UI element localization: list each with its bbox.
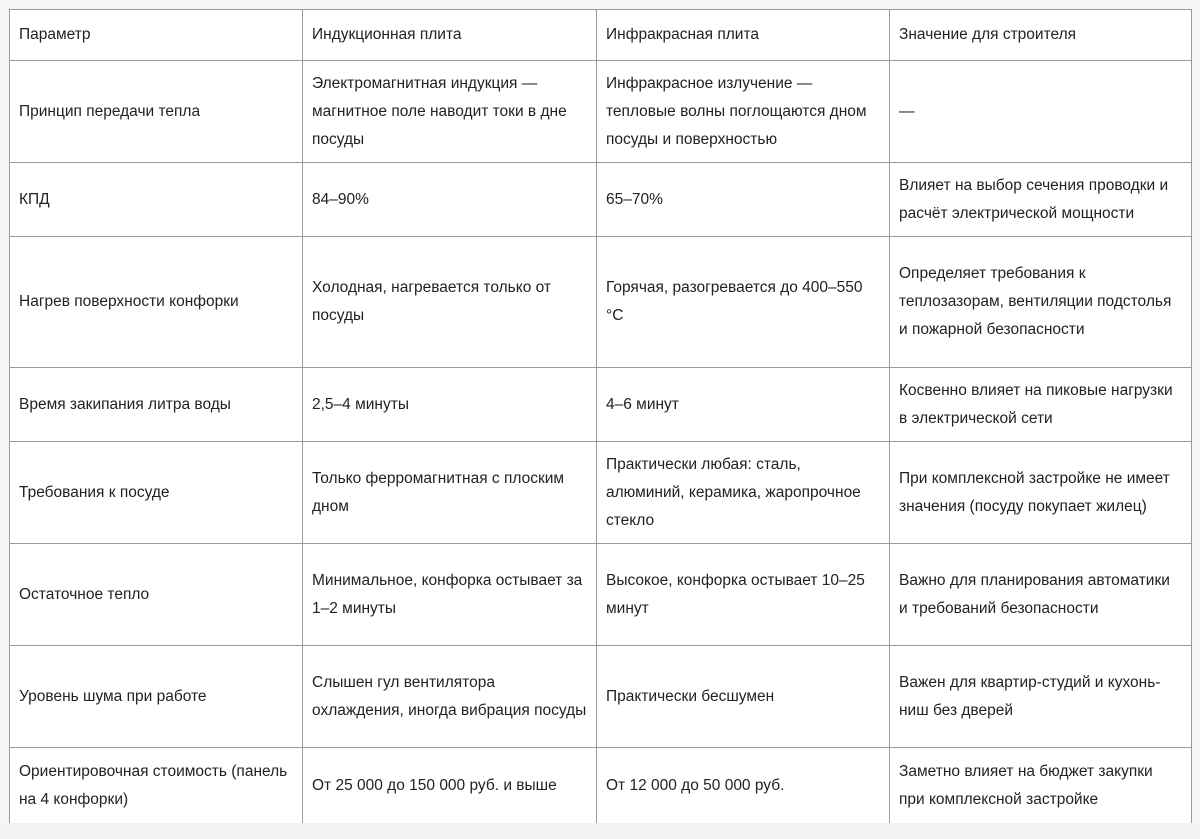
table-row — [10, 442, 1192, 544]
cell-parameter: Принцип передачи тепла — [10, 61, 303, 163]
comparison-table — [9, 9, 1192, 824]
cell-infrared: От 12 000 до 50 000 руб. — [597, 748, 890, 824]
header-parameter: Параметр — [10, 10, 303, 61]
table-row — [10, 748, 1192, 824]
cell-builder-relevance: Важен для квартир-студий и кухонь-ниш без дверей — [890, 646, 1192, 748]
cell-parameter: Требования к посуде — [10, 442, 303, 544]
table-header-row — [10, 10, 1192, 61]
cell-builder-relevance: Влияет на выбор сечения проводки и расчёт электрической мощности — [890, 163, 1192, 237]
table-row — [10, 544, 1192, 646]
cell-induction: Только ферромагнитная с плоским дном — [303, 442, 597, 544]
cell-infrared: Практически любая: сталь, алюминий, керамика, жаропрочное стекло — [597, 442, 890, 544]
cell-infrared: Практически бесшумен — [597, 646, 890, 748]
header-induction: Индукционная плита — [303, 10, 597, 61]
cell-infrared: 4–6 минут — [597, 368, 890, 442]
cell-induction: 2,5–4 минуты — [303, 368, 597, 442]
cell-infrared: Горячая, разогревается до 400–550 °C — [597, 237, 890, 368]
cell-builder-relevance: Косвенно влияет на пиковые нагрузки в электрической сети — [890, 368, 1192, 442]
cell-builder-relevance: Определяет требования к теплозазорам, вентиляции подстолья и пожарной безопасности — [890, 237, 1192, 368]
page-bottom-strip — [0, 823, 1200, 839]
table-row — [10, 237, 1192, 368]
cell-builder-relevance: При комплексной застройке не имеет значения (посуду покупает жилец) — [890, 442, 1192, 544]
cell-parameter: КПД — [10, 163, 303, 237]
cell-parameter: Остаточное тепло — [10, 544, 303, 646]
table-row — [10, 163, 1192, 237]
header-infrared: Инфракрасная плита — [597, 10, 890, 61]
cell-induction: Электромагнитная индукция — магнитное поле наводит токи в дне посуды — [303, 61, 597, 163]
header-builder-relevance: Значение для строителя — [890, 10, 1192, 61]
cell-infrared: Инфракрасное излучение — тепловые волны поглощаются дном посуды и поверхностью — [597, 61, 890, 163]
cell-induction: От 25 000 до 150 000 руб. и выше — [303, 748, 597, 824]
comparison-table-container — [9, 9, 1191, 824]
cell-infrared: 65–70% — [597, 163, 890, 237]
cell-infrared: Высокое, конфорка остывает 10–25 минут — [597, 544, 890, 646]
cell-induction: 84–90% — [303, 163, 597, 237]
cell-builder-relevance: Важно для планирования автоматики и требований безопасности — [890, 544, 1192, 646]
cell-parameter: Уровень шума при работе — [10, 646, 303, 748]
cell-builder-relevance: — — [890, 61, 1192, 163]
cell-induction: Слышен гул вентилятора охлаждения, иногда вибрация посуды — [303, 646, 597, 748]
cell-builder-relevance: Заметно влияет на бюджет закупки при комплексной застройке — [890, 748, 1192, 824]
cell-parameter: Время закипания литра воды — [10, 368, 303, 442]
table-row — [10, 368, 1192, 442]
cell-parameter: Нагрев поверхности конфорки — [10, 237, 303, 368]
table-row — [10, 646, 1192, 748]
table-row — [10, 61, 1192, 163]
cell-induction: Холодная, нагревается только от посуды — [303, 237, 597, 368]
cell-parameter: Ориентировочная стоимость (панель на 4 конфорки) — [10, 748, 303, 824]
cell-induction: Минимальное, конфорка остывает за 1–2 минуты — [303, 544, 597, 646]
